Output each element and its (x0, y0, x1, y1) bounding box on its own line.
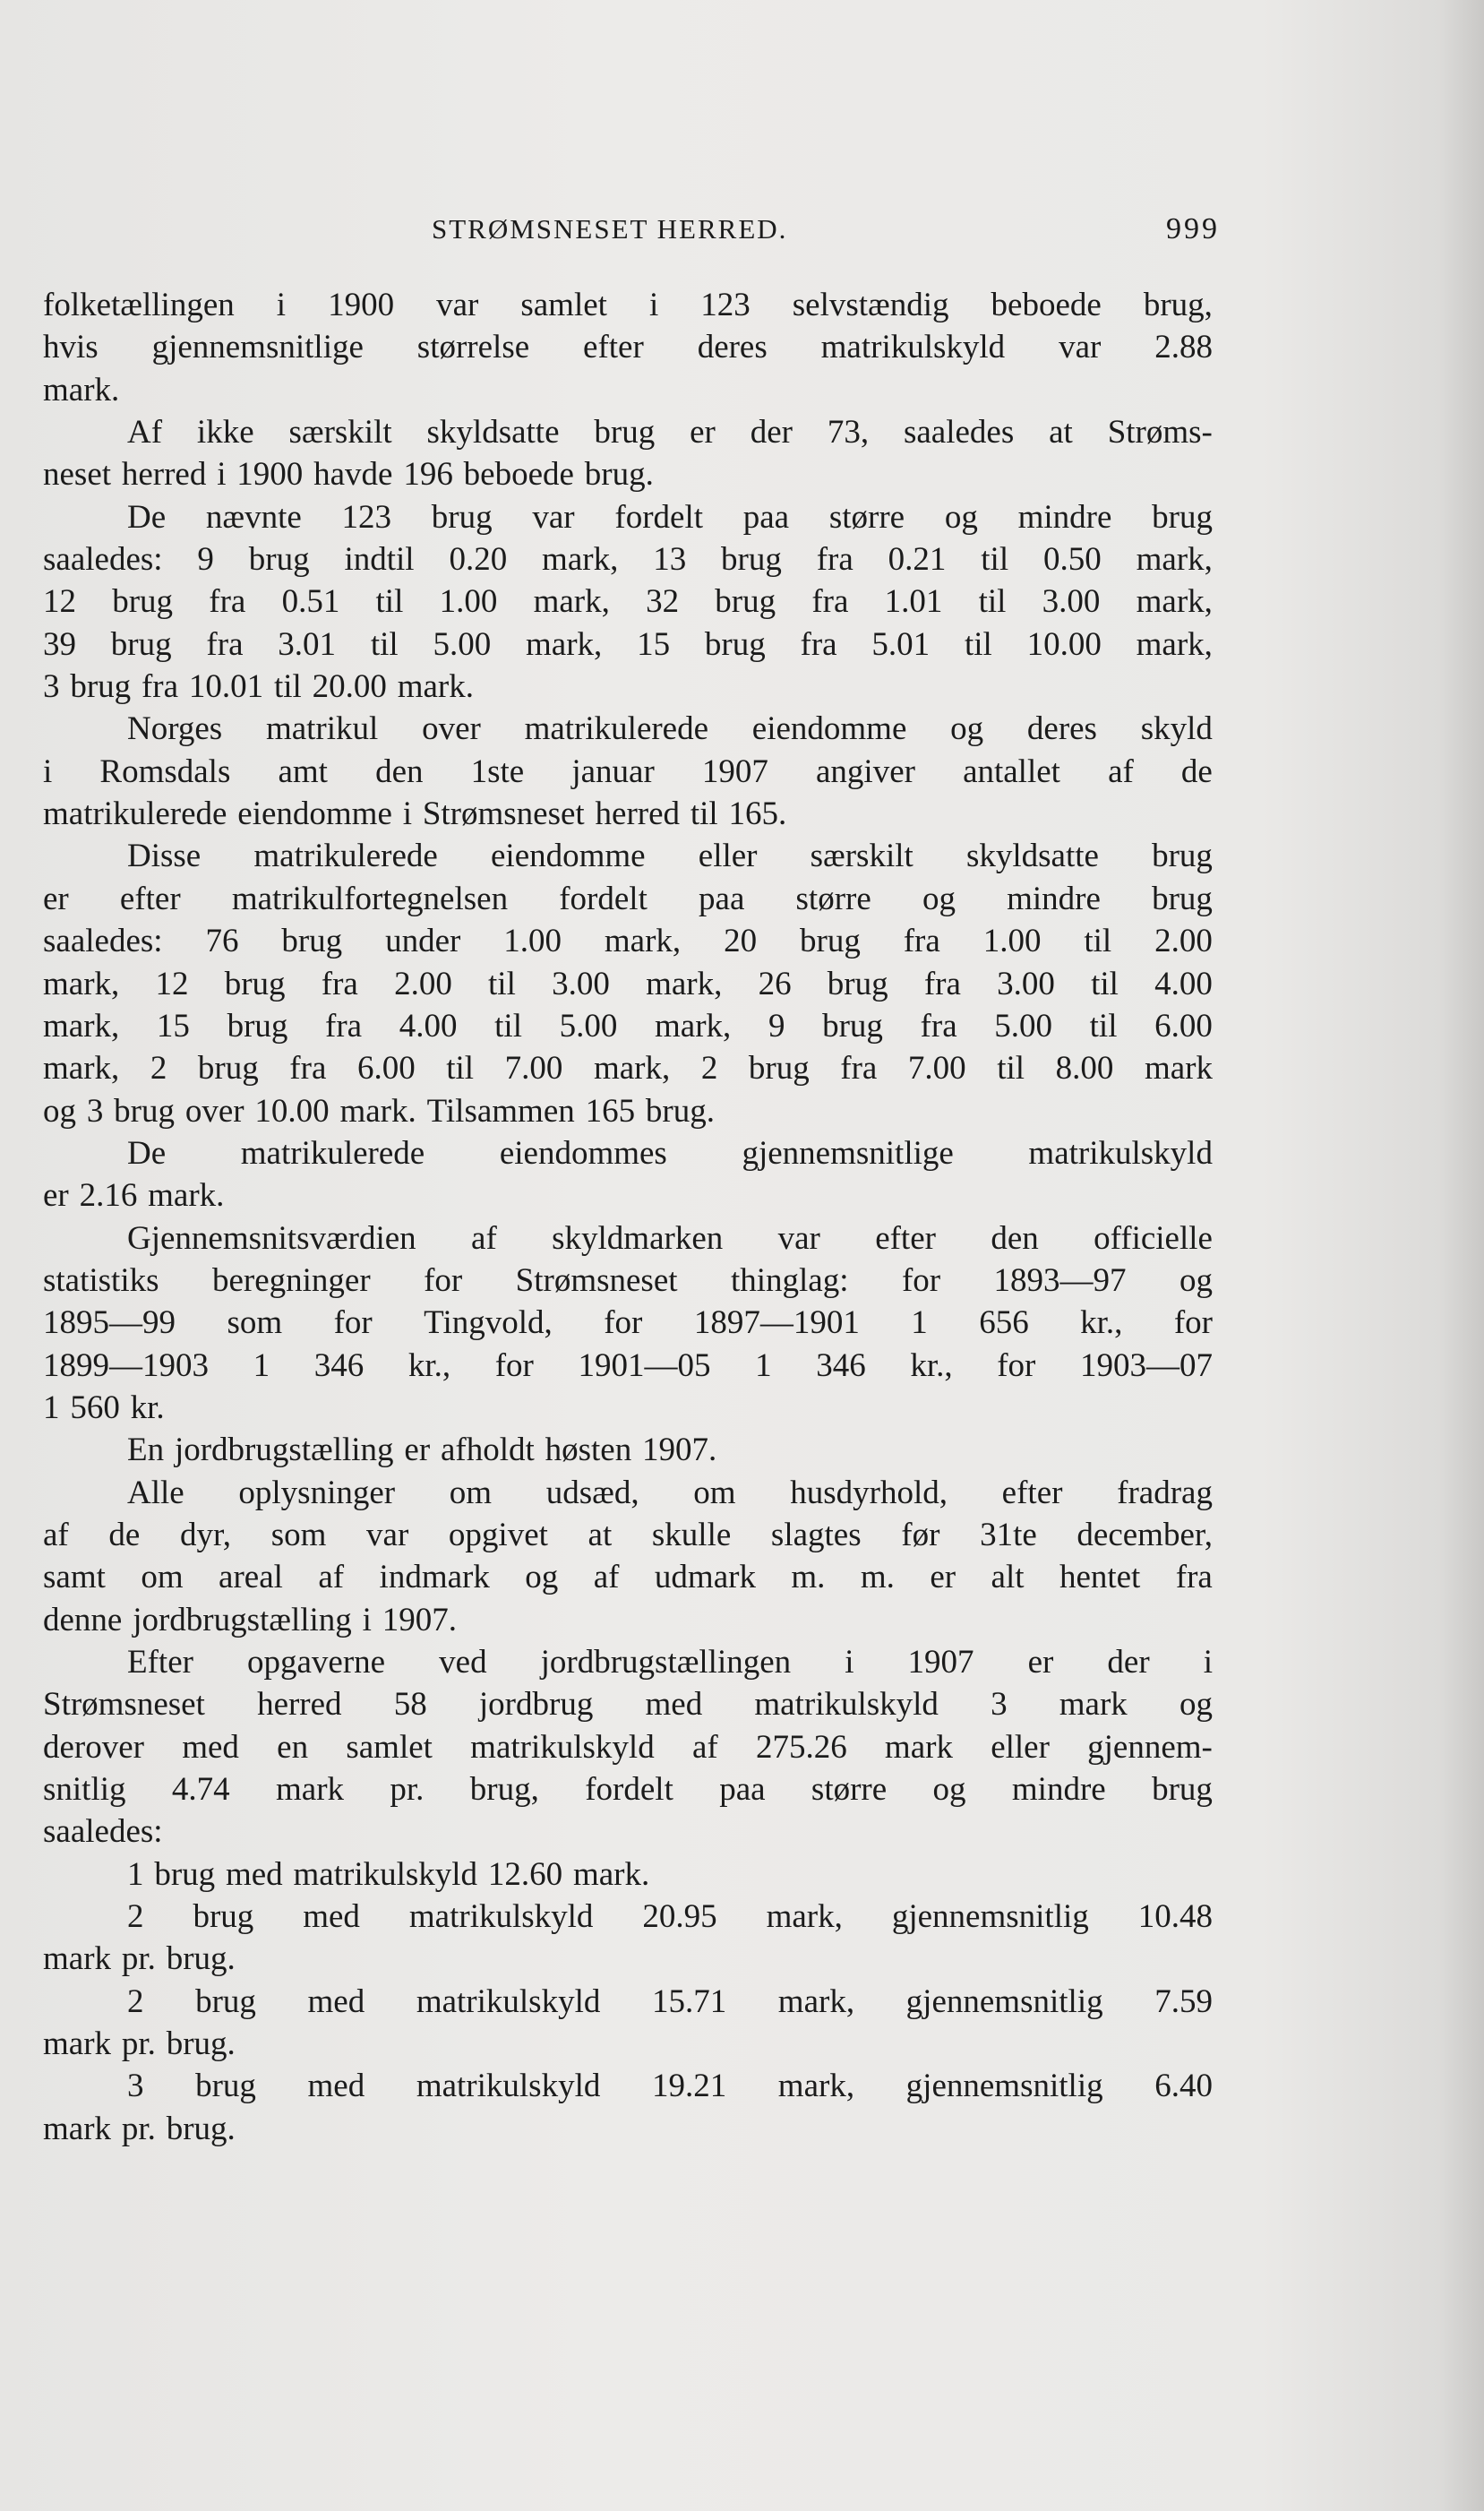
text-line: De matrikulerede eiendommes gjennemsnitlige matrikulskyld (127, 1134, 1213, 1172)
text-line: 2 brug med matrikulskyld 15.71 mark, gjennemsnitlig 7.59 (127, 1982, 1213, 2020)
text-line: derover med en samlet matrikulskyld af 275.26 mark eller gjennem- (43, 1728, 1213, 1766)
text-line: mark pr. brug. (43, 2025, 236, 2063)
text-line: af de dyr, som var opgivet at skulle slagtes før 31te december, (43, 1516, 1213, 1553)
text-line: 1899—1903 1 346 kr., for 1901—05 1 346 kr., for 1903—07 (43, 1346, 1213, 1384)
text-line: Strømsneset herred 58 jordbrug med matrikulskyld 3 mark og (43, 1686, 1213, 1724)
text-line: neset herred i 1900 havde 196 beboede brug. (43, 456, 654, 494)
text-line: mark pr. brug. (43, 2110, 236, 2147)
text-line: 12 brug fra 0.51 til 1.00 mark, 32 brug fra 1.01 til 3.00 mark, (43, 583, 1213, 621)
text-line: mark, 12 brug fra 2.00 til 3.00 mark, 26 brug fra 3.00 til 4.00 (43, 965, 1213, 1002)
text-line: saaledes: (43, 1813, 163, 1851)
text-line: er efter matrikulfortegnelsen fordelt paa større og mindre brug (43, 880, 1213, 917)
text-line: 1 560 kr. (43, 1389, 165, 1426)
text-line: En jordbrugstælling er afholdt høsten 1907. (127, 1432, 717, 1469)
text-line: De nævnte 123 brug var fordelt paa større og mindre brug (127, 498, 1213, 536)
text-line: matrikulerede eiendomme i Strømsneset herred til 165. (43, 795, 787, 833)
text-line: denne jordbrugstælling i 1907. (43, 1601, 457, 1638)
text-line: og 3 brug over 10.00 mark. Tilsammen 165 brug. (43, 1092, 715, 1130)
running-head: STRØMSNESET HERRED. (432, 213, 788, 245)
text-line: statistiks beregninger for Strømsneset thinglag: for 1893—97 og (43, 1261, 1213, 1299)
text-line: folketællingen i 1900 var samlet i 123 selvstændig beboede brug, (43, 287, 1213, 323)
text-line: mark, 15 brug fra 4.00 til 5.00 mark, 9 brug fra 5.00 til 6.00 (43, 1007, 1213, 1045)
text-line: Norges matrikul over matrikulerede eiendomme og deres skyld (127, 710, 1213, 748)
text-line: saaledes: 9 brug indtil 0.20 mark, 13 brug fra 0.21 til 0.50 mark, (43, 541, 1213, 579)
text-line: mark pr. brug. (43, 1940, 236, 1978)
text-line: hvis gjennemsnitlige størrelse efter deres matrikulskyld var 2.88 (43, 329, 1213, 366)
text-line: 2 brug med matrikulskyld 20.95 mark, gjennemsnitlig 10.48 (127, 1898, 1213, 1936)
text-line: 3 brug fra 10.01 til 20.00 mark. (43, 668, 474, 706)
text-line: saaledes: 76 brug under 1.00 mark, 20 brug fra 1.00 til 2.00 (43, 923, 1213, 960)
body-text (43, 284, 1213, 2150)
page-number: 999 (1166, 212, 1220, 245)
text-line: 1 brug med matrikulskyld 12.60 mark. (127, 1855, 650, 1893)
text-line: mark, 2 brug fra 6.00 til 7.00 mark, 2 brug fra 7.00 til 8.00 mark (43, 1050, 1213, 1088)
text-line: samt om areal af indmark og af udmark m. m. er alt hentet fra (43, 1559, 1213, 1596)
text-line: er 2.16 mark. (43, 1177, 225, 1215)
page-header (432, 211, 1220, 247)
text-line: mark. (43, 371, 120, 408)
text-line: i Romsdals amt den 1ste januar 1907 angiver antallet af de (43, 752, 1213, 790)
text-line: Af ikke særskilt skyldsatte brug er der 73, saaledes at Strøms- (127, 414, 1213, 451)
text-line: 1895—99 som for Tingvold, for 1897—1901 1 656 kr., for (43, 1304, 1213, 1342)
text-line: 39 brug fra 3.01 til 5.00 mark, 15 brug fra 5.01 til 10.00 mark, (43, 625, 1213, 663)
text-line: Alle oplysninger om udsæd, om husdyrhold, efter fradrag (127, 1474, 1213, 1511)
text-line: snitlig 4.74 mark pr. brug, fordelt paa større og mindre brug (43, 1771, 1213, 1809)
text-line: Disse matrikulerede eiendomme eller særskilt skyldsatte brug (127, 838, 1213, 875)
text-line: Efter opgaverne ved jordbrugstællingen i 1907 er der i (127, 1644, 1213, 1681)
text-line: 3 brug med matrikulskyld 19.21 mark, gjennemsnitlig 6.40 (127, 2068, 1213, 2105)
text-line: Gjennemsnitsværdien af skyldmarken var efter den officielle (127, 1219, 1213, 1257)
